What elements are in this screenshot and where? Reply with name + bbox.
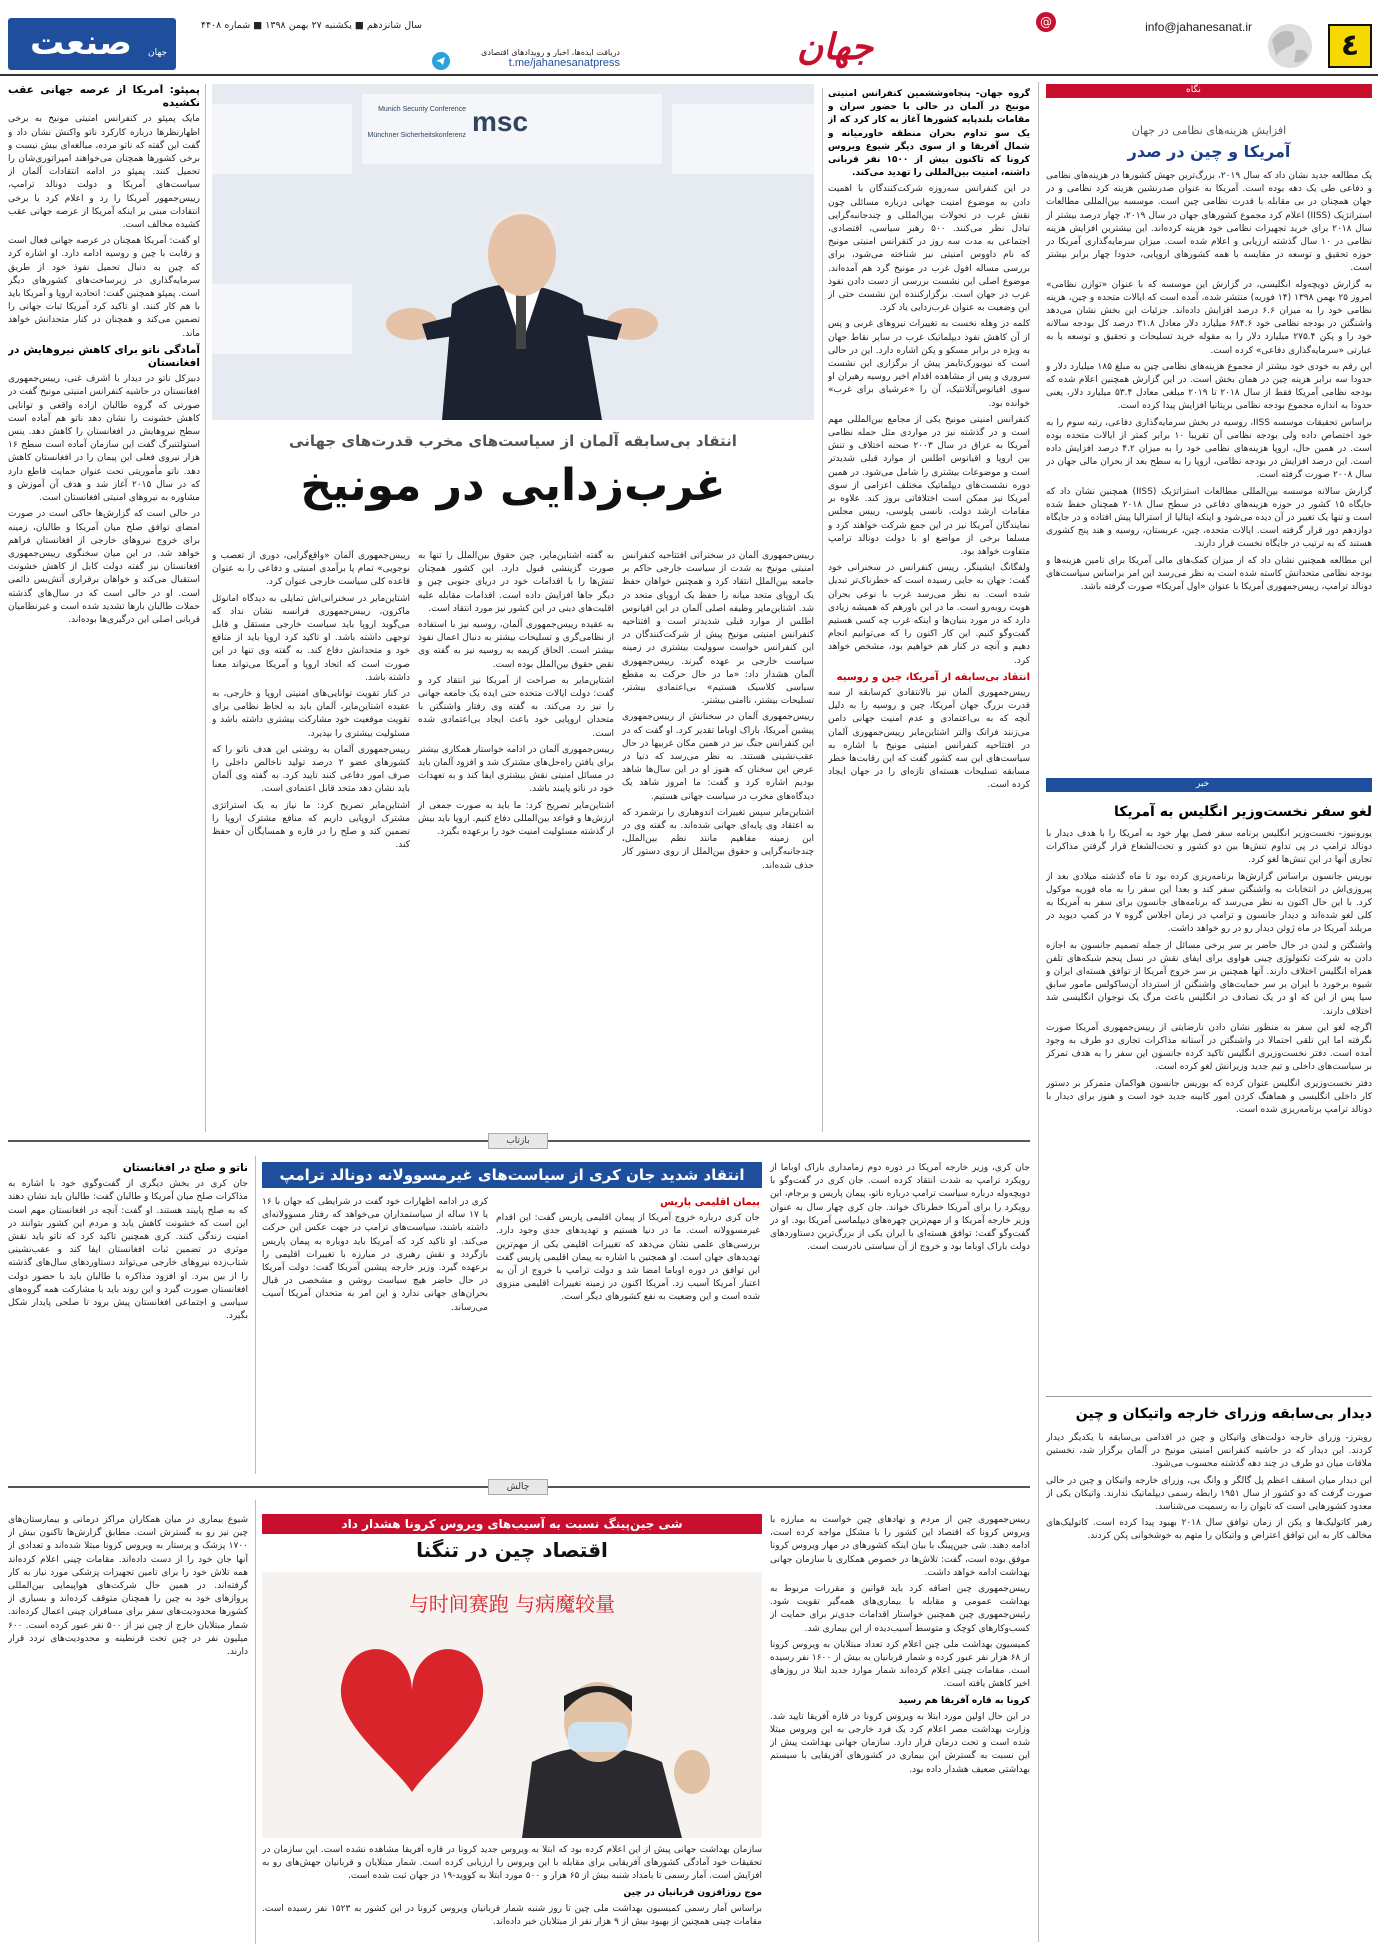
top-story-title: غرب‌زدایی در مونیخ — [300, 460, 726, 511]
page-number: ٤ — [1328, 24, 1372, 68]
logo-text: صنعت — [30, 23, 132, 63]
photo-banner-logo: msc — [472, 106, 529, 137]
top-story-col3: به گفته اشتاین‌مایر، چین حقوق بین‌الملل را تنها به صورت گزینشی قبول دارد. این کشور همچنان تنش‌ها را با اقدامات خود در دریای جنوبی چین و دیگر جاها افزایش داده است. اقدامات مقابله علیه اقلیت‌های دینی در این کشور نیز مورد انتقاد است. به عقیده رییس‌جمهوری آلمان، روسیه نیز با استفاده از نظامی‌گری و تسلیحات بیشتر به دنبال اعمال نفوذ بیشتر است. الحاق کریمه به روسیه نیز به گفته وی نقض حقوق بین‌الملل بوده است. اشتاین‌مایر به صراحت از آمریکا نیز انتقاد کرد و گفت: دولت ایالات متحده حتی ایده یک جامعه جهانی را نیز رد می‌کند. به گفته وی رفتار واشنگتن با متحدان اروپایی خود باعث ایجاد بی‌اعتمادی شده است. رییس‌جمهوری آلمان در ادامه خواستار همکاری بیشتر برای یافتن راه‌حل‌های مشترک شد و افزود آلمان باید در مسائل امنیتی نقش بیشتری ایفا کند و به تعهدات خود در ناتو پایبند باشد. اشتاین‌مایر تصریح کرد: ما باید به صورت جمعی از ارزش‌ها و قواعد بین‌المللی دفاع کنیم. اروپا باید بیش از گذشته مسئولیت امنیت خود را برعهده بگیرد. — [418, 551, 614, 838]
bottom-story-col-mid: پیمان اقلیمی پاریس جان کری درباره خروج آمریکا از پیمان اقلیمی پاریس گفت: این اقدام غیرمسوولانه است. ما در دنیا هستیم و تهدیدهای جدی وجود دارد. بررسی‌های علمی نشان می‌دهد که تغییرات اقلیمی یکی از مهم‌ترین تهدیدهای جهان است. او همچنین با اشاره به پیمان اقلیمی پاریس گفت این توافق در دوره اوباما امضا شد و دولت ترامپ با خروج از آن به اعتبار آمریکا آسیب زد. آمریکا اکنون در زمینه تغییرات اقلیمی منزوی شده است و این وضعیت به نفع کشورهای دیگر است. — [496, 1197, 760, 1303]
corona-title: اقتصاد چین در تنگنا — [416, 1538, 608, 1562]
afghanistan-title: ناتو و صلح در افغانستان — [122, 1162, 248, 1174]
left-column: پمپئو: آمریکا از عرصه جهانی عقب نکشیده مایک پمپئو در کنفرانس امنیتی مونیخ به برخی اظهارنظرها درباره کارکرد ناتو واکنش نشان داد و گفت این گفته که ناتو مرده، مبالغه‌ای بیش نیست و برخی کشورها همچنان می‌خواهند امپراتوری‌شان را تحمیل کنند. پمپئو در ادامه انتقادات آلمان از سیاست‌های آمریکا و دولت دونالد ترامپ، رییس‌جمهور آمریکا را رد و اعلام کرد با برخی انتقادات مبنی بر اینکه آمریکا از عرصه جهانی عقب کشیده مخالف است. او گفت: آمریکا همچنان در عرصه جهانی فعال است و رقابت با چین و روسیه ادامه دارد. او اشاره کرد که چین به دنبال تحمیل نفوذ خود از طریق سرمایه‌گذاری در زیرساخت‌های کشورهای دیگر است. پمپئو همچنین گفت: اتحادیه اروپا و آمریکا باید با هم کار کنند. او تاکید کرد آمریکا ثبات جهانی را تضمین می‌کند و همچنان در کنار متحدانش خواهد ماند. آمادگی ناتو برای کاهش نیروهایش در افغانستان دبیرکل ناتو در دیدار با اشرف غنی، رییس‌جمهوری افغانستان در حاشیه کنفرانس امنیتی مونیخ گفت در صورتی که گروه طالبان اراده واقعی و توانایی کاهش خشونت را نشان دهد ناتو هم آماده است سطح نیروهایش در افغانستان را کاهش دهد. ینس استولتنبرگ گفت این سازمان آماده است سطح ۱۶ هزار نیروی فعلی این پیمان را در افغانستان کاهش دهد. ناتو مأموریتی تحت عنوان حمایت قاطع دارد که در سال ۲۰۱۵ آغاز شد و هدف آن آموزش و مشاوره به نیروهای امنیتی افغانستان است. در حالی است که گزارش‌ها حاکی است در صورت امضای توافق صلح میان آمریکا و طالبان، زمینه برای خروج نیروهای خارجی از افغانستان فراهم خواهد شد. در این میان سخنگوی رییس‌جمهوری افغانستان نیز گفته دولت کابل از کاهش خشونت استقبال می‌کند و خواهان برقراری آتش‌بس دائمی است. او در حالی است که در سال‌های گذشته حملات طالبان بارها تشدید شده است و غیرنظامیان قربانی اصلی این درگیری‌ها بوده‌اند. — [8, 84, 200, 625]
telegram-block[interactable] — [430, 48, 620, 69]
email-address[interactable]: info@jahanesanat.ir — [1145, 20, 1252, 34]
email-icon — [1034, 10, 1058, 34]
photo-banner-sub2: Münchner Sicherheitskonferenz — [367, 132, 466, 139]
corona-col-left: شیوع بیماری در میان همکاران مراکز درمانی و بیمارستان‌های چین نیز رو به گسترش است. مطابق گزارش‌ها تاکنون بیش از ۱۷۰۰ پزشک و پرستار به ویروس کرونا مبتلا شده‌اند و تعدادی از آنها جان خود را از دست داده‌اند. مقامات چینی اعلام کرده‌اند همه تلاش خود را برای تامین تجهیزات پزشکی مورد نیاز به کار گرفته‌اند. در همین حال شرکت‌های هواپیمایی بین‌المللی پروازهای خود به چین را همچنان متوقف کرده‌اند و بسیاری از کشورها محدودیت‌های سفر برای مسافران چینی اعمال کرده‌اند. شمار مبتلایان خارج از چین نیز از ۵۰۰ نفر عبور کرده است. ۶۰۰ میلیون نفر در چین تحت قرنطینه و محدودیت‌های تردد قرار دارند. — [8, 1515, 248, 1658]
telegram-line1: دریافت ایده‌ها، اخبار و رویدادهای اقتصادی — [481, 48, 620, 57]
corona-kicker: چالش — [488, 1479, 548, 1495]
top-story-col2: رییس‌جمهوری آلمان در سخنرانی افتتاحیه کنفرانس امنیتی مونیخ به شدت از سیاست خارجی حاکم بر جامعه بین‌الملل انتقاد کرد و همچنین خواهان حفظ یک اروپای متحد میانه را حفظ یک اروپای متحد در شد. اشتاین‌مایر وظیفه اصلی آلمان در این اقیانوس اطلس از موارد قبلی شدیدتر است و افتتاحیه کنفرانس امنیتی مونیخ پیش از شرکت‌کنندگان در این کنفرانس خواست سوولیت بیشتری در زمینه سیاست خارجی بر عهده گیرند. رییس‌جمهوری آلمان هشدار داد: «ما در حال حرکت به مقطع سیاسی کلاسیک هستیم» بی‌اعتمادی بیشتر، تسلیحات بیشتر، ناامنی بیشتر. رییس‌جمهوری آلمان در سخنانش از رییس‌جمهوری پیشین آمریکا، باراک اوباما تقدیر کرد. او گفت که در این کنفرانس جنگ نیز در همین مکان غربیها در حال عقب‌نشینی هستند. به نظر می‌رسد که دنیا در عرض این سخنان که هنوز او در این سال‌ها شاهد بودیم اشاره کرد و گفت: ما امروز شاهد یک دیدگاه‌های مخرب در سیاست جهانی هستیم. اشتاین‌مایر سپس تغییرات اندوهباری را برشمرد که به اعتقاد وی پایه‌ای جهانی شده‌اند. به گفته وی در این زمینه مفاهیم مانند نظم بین‌الملل، چندجانبه‌گرایی و حقوق بین‌الملل از روی دستور کار حذف شده‌اند. — [622, 551, 814, 871]
article-title: آمریکا و چین در صدر — [1127, 142, 1291, 161]
corona-supertitle: شی جین‌پینگ نسبت به آسیب‌های ویروس کرونا هشدار داد — [262, 1514, 762, 1534]
left-headline-2: آمادگی ناتو برای کاهش نیروهایش در افغانستان — [8, 343, 200, 370]
logo-sub: جهان — [148, 48, 168, 58]
corona-photo — [262, 1572, 762, 1838]
corona-subhead: کرونا به قاره آفریقا هم رسید — [898, 1695, 1030, 1706]
top-story-lead-column: گروه جهان- پنجاه‌وششمین کنفرانس امنیتی مونیخ در آلمان در حالی با حضور سران و مقامات بلندپایه کشورها آغاز به کار کرد که از یک سو تداوم بحران منطقه خاورمیانه و شمال آفریقا و از سوی دیگر شیوع ویروس کرونا که تاکنون بیش از ۱۵۰۰ نفر قربانی داشته، امنیت بین‌المللی را تهدید می‌کند. در این کنفرانس سه‌روزه شرکت‌کنندگان با اهمیت دادن به موضوع امنیت جهانی درباره مسائلی چون نقش غرب در تحولات بین‌المللی و چندجانبه‌گرایی تبادل نظر می‌کنند. ۵۰۰ رهبر سیاسی، اقتصادی، اجتماعی به مدت سه روز در کنفرانس امنیتی مونیخ که نام داووس امنیتی نیز شناخته می‌شود، برای بررسی مساله افول غرب در مونیخ گرد هم آمده‌اند. موضوع اصلی این نشست بررسی از دست دادن نفوذ غرب در جهان است. برگزارکننده این نشست حتی از این وضعیت به عنوان غرب‌زدایی یاد کرد. کلمه در وهله نخست به تغییرات نیروهای غربی و پس از آن کاهش نفوذ دیپلماتیک غرب در سایر نقاط جهان به ویژه در برابر مسکو و پکن اشاره دارد. این در حالی است که نیویورک‌تایمز پیش از برگزاری این نشست سروری و پس از مشاهده اقدام اخیر روسیه رهبران او سوی اقیانوس‌آتلانتیک، آن را «عرشیای برای غرب» خوانده بود. کنفرانس امنیتی مونیخ یکی از مجامع بین‌المللی مهم است و در گذشته نیز در مواردی مثل حمله نظامی آمریکا به عراق در سال ۲۰۰۳ صحنه اختلاف و تنش بین اروپا و اقیانوس اطلس از موارد قبلی شدیدتر است و موضوعات بیشتری را شامل می‌شود. در همین دوره نشست‌های دیپلماتیک مختلف اعزامی از سوی آمریکا نیز ممکن است اختلافاتی بروز کند. علاوه بر مقامات ارشد دولت، نانسی پلوسی، رییس مجلس نمایندگان آمریکا نیز در این جمع شرکت خواهند کرد و مسلما برخی از مواضع او با دولت دونالد ترامپ متفاوت خواهد بود. ولفگانگ ایشینگر، رییس کنفرانس در سخنرانی خود گفت: جهان به جایی رسیده است که خطرناک‌تر تبدیل شده است. به نظر می‌رسد غرب با نوعی بحران هویت روبه‌رو است. ما در این باورهم که همیشه زیادی دارد که در مورد بنیان‌ها و اینکه غرب چه کسی هستیم گفت‌وگو کنیم. این کار اکنون را که می‌توانیم انجام دهیم و آنچه در کنار هم خواهیم بود، مشخص خواهد کرد. انتقاد بی‌سابقه از آمریکا، چین و روسیه رییس‌جمهوری آلمان نیز بالانتقادی کم‌سابقه از سه قدرت بزرگ جهان آمریکا، چین و روسیه را به دلیل آنچه که به بی‌اعتمادی و عدم امنیت جهانی دامن می‌زنند فرانک والتر اشتاین‌مایر رییس‌جمهوری آلمان در افتتاحیه کنفرانس امنیتی مونیخ با اشاره به سیاست‌های این سه کشور گفت که این رقابت‌ها خطر مسابقه تسلیحات هسته‌ای تازه‌ای را در جهان ایجاد کرده است. — [828, 89, 1030, 791]
box2-body: یورونیوز- نخست‌وزیر انگلیس برنامه سفر فصل بهار خود به آمریکا را با هدف دیدار با دونالد ترامپ در پی تداوم تنش‌ها بین دو کشور و تحت‌الشعاع قرار گرفتن مذاکرات تجاری آنها در این تنش‌ها لغو کرد. بوریس جانسون براساس گزارش‌ها برنامه‌ریزی کرده بود تا ماه گذشته میلادی بعد از پیروزی‌اش در انتخابات به واشنگتن سفر کند و بعدا این سفر را به ماه فوریه موکول کرد. با این حال اکنون به نظر می‌رسد که برنامه‌های جانسون برای سفر به آمریکا به کلی لغو شده‌اند و دیدار جانسون و ترامپ در زمان اجلاس گروه ۷ در کمپ دیوید در مریلند آمریکا در ماه ژوئن دیدار رو در رو خواهد داشت. واشنگتن و لندن در حال حاضر بر سر برخی مسائل از جمله تصمیم جانسون به اجازه دادن به شرکت تکنولوژی چینی هواوی برای ایفای نقش در نسل پنجم شبکه‌های تلفن همراه انگلیس اختلاف دارند. آنها همچنین بر سر خروج آمریکا از توافق هسته‌ای ایران و شیوه برخورد با ایران بر سر حمایت‌های واشنگتن از استرداد آن‌ساکولس مامور سابق سیا پس از این که او در یک تصادف در انگلیس باعث مرگ یک نوجوان انگلیسی شد اختلاف دارند. اگرچه لغو این سفر به منظور نشان دادن نارضایتی از رییس‌جمهوری آمریکا صورت نگرفته اما این تلقی احتمالا در واشنگتن در آستانه مذاکرات تجاری دو طرف به وجود آمده است. دفتر نخست‌وزیری انگلیس تاکید کرده جانسون این سفر را به هدف تمرکز بر سیاست‌های داخلی و تیم جدید وزیرانش لغو کرده است. دفتر نخست‌وزیری انگلیس عنوان کرده که بوریس جانسون هواکمان متمرکز بر دستور کار داخلی انگلیسی و هماهنگ کردن امور کابینه جدید خود است و هنوز برای دیدار با دونالد ترامپ برنامه‌ریزی شده است. — [1046, 829, 1372, 1116]
top-story-photo — [212, 84, 814, 420]
box2-kicker: خبر — [1196, 779, 1210, 789]
date-line: سال شانزدهم ■ یکشنبه ۲۷ بهمن ۱۳۹۸ ■ شماره ۴۴۰۸ — [200, 20, 422, 31]
telegram-line2: t.me/jahanesanatpress — [508, 57, 620, 69]
photo-banner-sub: Munich Security Conference — [378, 106, 466, 113]
bottom-story-title: انتقاد شدید جان کری از سیاست‌های غیرمسوولانه دونالد ترامپ — [262, 1162, 762, 1188]
kicker-bar — [1046, 84, 1372, 98]
bottom-story-col-right: جان کری، وزیر خارجه آمریکا در دوره دوم زمامداری باراک اوباما از رویکرد ترامپ به شدت انتقاد کرده است. جان کری در گفت‌وگو با دویچه‌وله درباره سیاست ترامپ درباره ناتو، پیمان پاریس و برجام، این رویکرد را برای آمریکا خطرناک خواند. جان کری چهار سال به عنوان وزیر خارجه آمریکا و از مهم‌ترین چهره‌های دیپلماسی آمریکا بود. او در گفت‌وگو گفت: توافق هسته‌ای با ایران یکی از بزرگ‌ترین دستاوردهای دولت باراک اوباما بود و خروج از آن سیاستی نادرست است. — [770, 1163, 1030, 1253]
box3-body: رویترز- وزرای خارجه دولت‌های واتیکان و چین در اقدامی بی‌سابقه با یکدیگر دیدار کردند. این دیدار که در حاشیه کنفرانس امنیتی مونیخ در آلمان برگزار شد، نخستین ملاقات میان دو طرف در چند دهه گذشته محسوب می‌شود. این دیدار میان اسقف اعظم پل گالگر و وانگ یی، وزرای خارجه واتیکان و چین در حالی صورت گرفت که دو کشور از سال ۱۹۵۱ رابطه رسمی دیپلماتیک ندارند. واتیکان یکی از معدود کشورهایی است که تایوان را به رسمیت می‌شناسد. رهبر کاتولیک‌ها و پکن از زمان توافق سال ۲۰۱۸ بهبود پیدا کرده است. کاتولیک‌های مخالف کار به این توافق اعتراض و واتیکان را متهم به خوشخوانی پکن کردند. — [1046, 1433, 1372, 1542]
article-body: یک مطالعه جدید نشان داد که سال ۲۰۱۹، بزرگ‌ترین جهش کشورها در هزینه‌های نظامی و دفاعی طی یک دهه بوده است. آمریکا به عنوان صدرنشین هزینه کرد نظامی و در جهان همچنان در بی مقابله با قدرت نظامی چین است. موسسه بین‌المللی مطالعات استراتژیک (IISS) اعلام کرد مجموع کشورهای جهان در سال ۲۰۱۹، چهار درصد بیشتر از سال ۲۰۱۸ برای خرید تجهیزات نظامی خود هزینه کرده‌اند. این بیشترین افزایش هزینه نظامی در ۱۰ سال گذشته ارزیابی و اعلام شده است. میزان سرمایه‌گذاری آمریکا در حوزه تحقیق و توسعه در مقایسه با همه کشورهای اروپایی، حدودا چهار برابر بیشتر است. به گزارش دویچه‌وله انگلیسی، در گزارش این موسسه که با عنوان «توازن نظامی» امروز ۲۵ بهمن ۱۳۹۸ (۱۴ فوریه) منتشر شده، آمده است که ایالات متحده و چین، هزینه نظامی خود را به میزان ۶.۶ درصد افزایش داده‌اند. جزئیات این بخش نشان می‌دهد واشنگتن در بودجه نظامی خود ۶۸۴.۶ میلیارد دلار معادل ۳۱.۸ درصد کل بودجه سالانه خود را و پکن ۲۷۵.۴ میلیارد دلار را به مقوله خرید تسلیحات و تحقیق و توسعه یا به عبارتی «سرمایه‌گذاری دفاعی» کرده است. این رقم به خودی خود بیشتر از مجموع هزینه‌های نظامی چین به مبلغ ۱۸۵ میلیارد دلار و حدودا سه برابر هزینه چین در همان بخش است. در این گزارش همچنین اعلام شده که بودجه نظامی آمریکا فقط از سال ۲۰۱۸ تا ۲۰۱۹ مبلغی معادل ۵۳.۴ میلیارد دلار، یعنی حدودا به اندازه مجموع بودجه نظامی بریتانیا افزایش پیدا کرده است. براساس تحقیقات موسسه IISS، روسیه در بخش سرمایه‌گذاری دفاعی، رتبه سوم را به خود اختصاص داده ولی بودجه نظامی آن تقریبا ۱۰ برابر کمتر از ایالات متحده بوده است. در همین حال، اروپا هزینه‌های نظامی خود را به میزان ۴.۲ درصد افزایش داده است. این درصد افزایش در بودجه نظامی، اروپا را به سطح بعد از بحران مالی جهان در سال ۲۰۰۸ صورت گرفته است. گزارش سالانه موسسه بین‌المللی مطالعات استراتژیک (IISS) همچنین نشان داد که جایگاه ۱۵ کشور در حوزه هزینه‌های دفاعی در سطح سال ۲۰۱۸ همچنان حفظ شده است و تنها یک تغییر در آن دیده می‌شود و اینکه ایتالیا از استرالیا پیش افتاده و در جایگاه دوازدهم دور قرار گرفته است. ایالات متحده، چین، عربستان، روسیه و هند پنج کشوری هستند که به ترتیب در جایگاه نخست قرار دارند. این مطالعه همچنین نشان داد که از میزان کمک‌های مالی آمریکا برای تامین هزینه‌ها و بودجه نظامی متحدانش کاسته شده است به نظر می‌رسد این امر براساس سیاست‌های دونالد ترامپ، رییس‌جمهوری آمریکا با عنوان «اول آمریکا» صورت گرفته باشد. — [1046, 171, 1372, 593]
top-story-col4: رییس‌جمهوری آلمان «واقع‌گرایی، دوری از تعصب و نوجویی» تمام پا برآمدی امنیتی و دفاعی را به عنوان قاعده کلی سیاست خارجی عنوان کرد. اشتاین‌مایر در سخنرانی‌اش تمایلی به دیدگاه امانوئل ماکرون، رییس‌جمهوری فرانسه نشان نداد که می‌گوید اروپا باید سیاست خارجی مستقل و قابل توجهی داشته باشد. او تاکید کرد اروپا باید از منافع خود و متحدانش دفاع کند. به گفته وی تنها در این صورت است که اتحاد اروپا و آمریکا می‌تواند معنا داشته باشد. در کنار تقویت توانایی‌های امنیتی اروپا و خارجی، به عقیده اشتاین‌مایر، آلمان باید به لحاظ نظامی برای تقویت موقعیت خود مشارکت بیشتری داشته باشد و مسئولیت بیشتری را بپذیرد. رییس‌جمهوری آلمان به روشنی این هدف ناتو را که کشورهای عضو ۲ درصد تولید ناخالص داخلی را صرف امور دفاعی کنند تایید کرد. به گفته وی آلمان باید نشان دهد متحد قابل اعتمادی است. اشتاین‌مایر تصریح کرد: ما نیاز به یک استراتژی مشترک اروپایی داریم که منافع مشترک اروپا را تضمین کند و صلح را در قاره و همسایگان آن حفظ کند. — [212, 551, 410, 851]
kicker-label: نگاه — [1186, 85, 1201, 95]
article-supertitle: افزایش هزینه‌های نظامی در جهان — [1131, 124, 1287, 137]
masthead — [0, 0, 1378, 76]
corona-photo-banner: 与时间赛跑 与病魔较量 — [408, 1592, 616, 1616]
corona-col-right: رییس‌جمهوری چین از مردم و نهادهای چین خواست به مبارزه با ویروس کرونا که اقتصاد این کشور را با مشکل مواجه کرده است، ادامه دهند. شی جین‌پینگ با بیان اینکه کشورهای در مهار ویروس کرونا موفق بوده است، گفت: تلاش‌ها در خصوص همکاری با سازمان جهانی بهداشت ادامه خواهد داشت. رییس‌جمهوری چین اضافه کرد باید قوانین و مقررات مربوط به بهداشت عمومی و مقابله با بیماری‌های همه‌گیر تقویت شود. رئیس‌جمهوری چین همچنین خواستار اقدامات جدی‌تر برای حمایت از کسب‌وکارهای کوچک و متوسط آسیب‌دیده از این بیماری شد. کمیسیون بهداشت ملی چین اعلام کرد تعداد مبتلایان به ویروس کرونا از ۶۸ هزار نفر عبور کرده و شمار قربانیان به بیش از ۱۶۰۰ نفر رسیده است. مقامات چینی اعلام کرده‌اند شمار موارد جدید ابتلا در روزهای اخیر کاهش یافته است. کرونا به قاره آفریقا هم رسید در این حال اولین مورد ابتلا به ویروس کرونا در قاره آفریقا تایید شد. وزارت بهداشت مصر اعلام کرد یک فرد خارجی به این ویروس مبتلا شده است و تحت درمان قرار دارد. سازمان جهانی بهداشت پیش از این نسبت به گسترش این بیماری در کشورهای آفریقایی با سیستم بهداشتی ضعیف هشدار داده بود. — [770, 1515, 1030, 1775]
right-column — [1046, 84, 1372, 1944]
section-title: جهان — [796, 26, 874, 68]
bottom-story-kicker: بازتاب — [488, 1133, 548, 1149]
globe-icon — [1262, 20, 1318, 72]
telegram-icon — [432, 52, 450, 70]
box2-title: لغو سفر نخست‌وزیر انگلیس به آمریکا — [1114, 804, 1372, 820]
top-story-supertitle: انتقاد بی‌سابقه آلمان از سیاست‌های مخرب قدرت‌های جهانی — [289, 432, 737, 450]
bottom-story-subhead: پیمان اقلیمی پاریس — [660, 1197, 760, 1208]
corona-col-mid: سازمان بهداشت جهانی پیش از این اعلام کرده بود که ابتلا به ویروس جدید کرونا در قاره آفریقا مشاهده نشده است. این سازمان در تحقیقات خود آمادگی کشورهای آفریقایی برای مقابله با این ویروس را ارزیابی کرده است. شمار مبتلایان و قربانیان جهش‌های رو به افزایش است. آمار رسمی تا بامداد شنبه بیش از ۶۵ هزار و ۵۰۰ مورد ابتلا به کووید-۱۹ در جهان ثبت شده است. موج روزافزون قربانیان در چین براساس آمار رسمی کمیسیون بهداشت ملی چین تا روز شنبه شمار قربانیان ویروس کرونا در این کشور به ۱۵۲۳ نفر رسیده است. مقامات چینی همچنین از بهبود بیش از ۹ هزار نفر از مبتلایان خبر داده‌اند. — [262, 1845, 762, 1928]
subhead-1: انتقاد بی‌سابقه از آمریکا، چین و روسیه — [836, 671, 1030, 683]
left-headline-1: پمپئو: آمریکا از عرصه جهانی عقب نکشیده — [8, 84, 200, 110]
box3-title: دیدار بی‌سابقه وزرای خارجه واتیکان و چین — [1075, 1406, 1372, 1422]
afghanistan-box: ناتو و صلح در افغانستان جان کری در بخش دیگری از گفت‌وگوی خود با اشاره به مذاکرات صلح میان آمریکا و طالبان گفت: طالبان باید نشان دهند که به صلح پایبند هستند. او گفت: آنچه در افغانستان مهم است این است که خشونت کاهش یابد و مردم این کشور بتوانند در امنیت زندگی کنند. کری همچنین تاکید کرد که ناتو باید نقش موثری در تضمین ثبات افغانستان ایفا کند و عقب‌نشینی شتاب‌زده نیروهای خارجی می‌تواند دستاوردهای سال‌های گذشته را از بین ببرد. او افزود مذاکره با طالبان باید با حضور دولت افغانستان صورت گیرد و این روند باید با مشارکت همه گروه‌های سیاسی و اجتماعی افغانستان پیش برود تا صلحی پایدار شکل بگیرد. — [8, 1162, 248, 1322]
bottom-story-col-left: کری در ادامه اظهارات خود گفت در شرایطی که جهان با ۱۶ یا ۱۷ ساله از سیاستمداران می‌خواهد که رفتار مسوولانه‌ای داشته باشند، سیاست‌های ترامپ در جهت عکس این حرکت می‌کند. او تاکید کرد که آمریکا باید دوباره به پیمان پاریس بازگردد و نقش رهبری در مبارزه با تغییرات اقلیمی را برعهده گیرد. وزیر خارجه پیشین آمریکا گفت: دولت آمریکا در حال حاضر هیچ سیاست روشن و مشخصی در قبال بحران‌های جهانی ندارد و این امر به متحدان آمریکا آسیب می‌رساند. — [262, 1197, 488, 1313]
box2-bar — [1046, 778, 1372, 792]
svg-text:@: @ — [1040, 15, 1052, 29]
corona-subhead-2: موج روزافزون قربانیان در چین — [623, 1887, 762, 1898]
logo — [8, 18, 176, 70]
